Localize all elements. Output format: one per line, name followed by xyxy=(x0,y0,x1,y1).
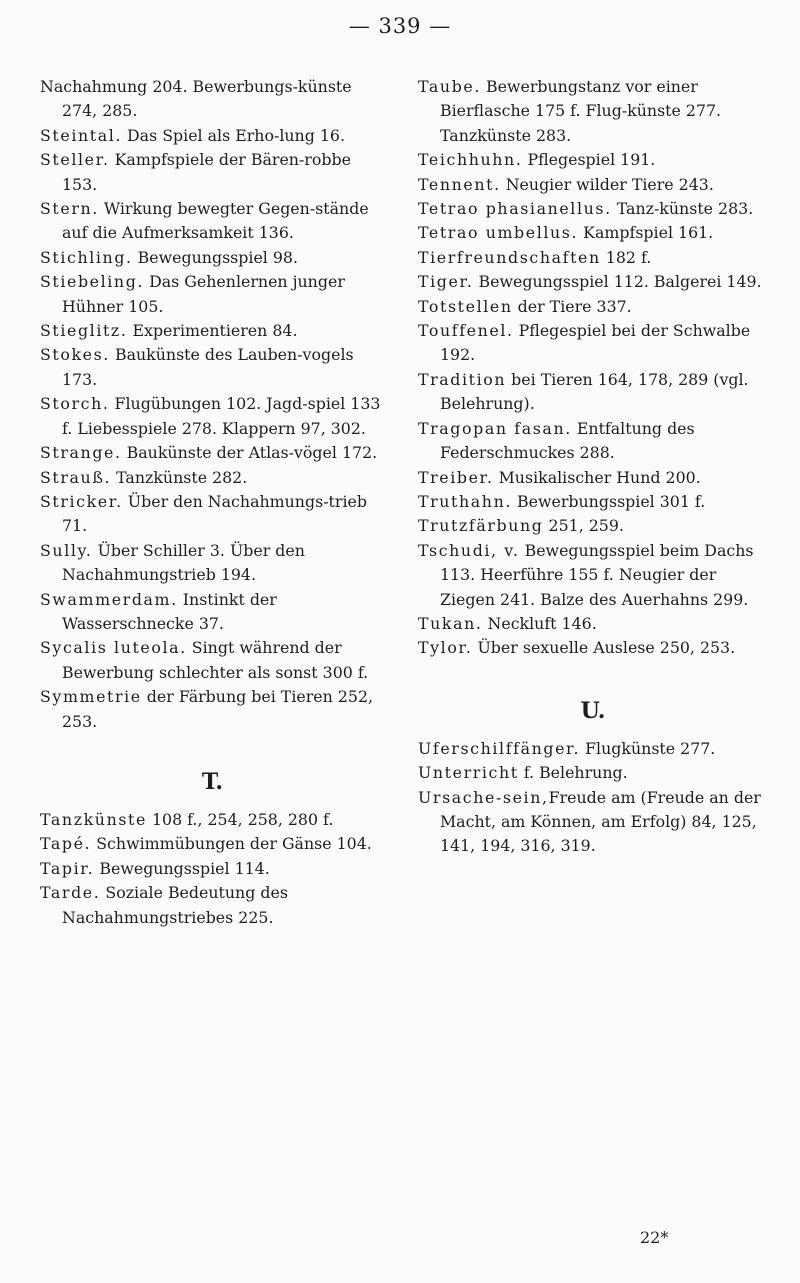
index-term: Steintal. xyxy=(40,125,122,145)
index-references: Bewerbungstanz vor einer Bierflasche 175 f. Flug-künste 277. Tanzkünste 283. xyxy=(440,77,722,145)
index-term: Trutzfärbung xyxy=(418,516,544,536)
index-term: Tylor. xyxy=(418,638,473,658)
index-references: Baukünste der Atlas-vögel 172. xyxy=(121,443,378,463)
index-term: Treiber. xyxy=(418,467,494,487)
index-term: Stichling. xyxy=(40,247,133,267)
index-entry xyxy=(40,539,385,588)
index-entry xyxy=(40,685,385,734)
index-term: Stern. xyxy=(40,199,99,219)
index-term: Swammerdam. xyxy=(40,589,178,609)
index-references: Pflegespiel 191. xyxy=(522,150,656,170)
index-references: Wirkung bewegter Gegen-stände auf die Aufmerksamkeit 136. xyxy=(62,199,369,243)
index-references: Flugübungen 102. Jagd-spiel 133 f. Liebesspiele 278. Klappern 97, 302. xyxy=(62,394,381,438)
index-entry xyxy=(418,246,768,270)
index-entry xyxy=(418,761,768,785)
index-term: Stieglitz. xyxy=(40,321,128,341)
index-entry xyxy=(418,319,768,368)
index-references: 182 f. xyxy=(600,247,652,267)
index-entry xyxy=(418,539,768,612)
right-entries-bottom xyxy=(418,737,768,859)
index-references: 108 f., 254, 258, 280 f. xyxy=(146,809,334,829)
index-entry xyxy=(418,295,768,319)
index-term: Truthahn. xyxy=(418,491,512,511)
right-entries-top xyxy=(418,75,768,661)
index-entry xyxy=(418,270,768,294)
index-term: Unterricht xyxy=(418,763,519,783)
index-term: Strange. xyxy=(40,443,122,463)
index-references: Flugkünste 277. xyxy=(580,738,716,758)
index-entry xyxy=(40,319,385,343)
index-references: Singt während der Bewerbung schlechter als sonst 300 f. xyxy=(62,638,369,682)
index-term: Tiger. xyxy=(418,272,474,292)
index-entry xyxy=(40,75,385,124)
index-term: Stricker. xyxy=(40,491,123,511)
left-column xyxy=(40,75,385,930)
index-references: Soziale Bedeutung des Nachahmungstriebes 225. xyxy=(62,883,288,927)
index-references: Bewegungsspiel 98. xyxy=(132,247,298,267)
index-term: Tarde. xyxy=(40,883,101,903)
index-references: Entfaltung des Federschmuckes 288. xyxy=(440,418,695,463)
index-references: Tanzkünste 282. xyxy=(111,467,248,487)
index-term: Teichhuhn. xyxy=(418,150,523,170)
index-entry xyxy=(40,124,385,148)
index-term: Totstellen xyxy=(418,296,513,316)
index-references: Experimentieren 84. xyxy=(127,321,298,341)
index-entry xyxy=(418,368,768,417)
index-references: Musikalischer Hund 200. xyxy=(493,467,701,487)
index-entry xyxy=(40,466,385,490)
index-references: f. Belehrung. xyxy=(518,763,628,783)
index-term: Stiebeling. xyxy=(40,272,145,292)
index-term: Uferschilffänger. xyxy=(418,738,581,758)
index-term: Symmetrie xyxy=(40,687,142,707)
index-term: Storch. xyxy=(40,394,110,414)
index-references: Das Spiel als Erho-lung 16. xyxy=(121,125,345,145)
index-entry xyxy=(418,514,768,538)
index-term: Sully. xyxy=(40,540,93,560)
section-letter-u: U. xyxy=(580,697,606,724)
index-term: Tierfreundschaften xyxy=(418,247,601,267)
index-entry xyxy=(418,148,768,172)
index-references: Instinkt der Wasserschnecke 37. xyxy=(62,589,277,633)
index-entry xyxy=(418,636,768,660)
index-term: Tragopan fasan. xyxy=(418,418,572,438)
index-entry xyxy=(40,246,385,270)
index-entry xyxy=(40,392,385,441)
index-references: der Färbung bei Tieren 252, 253. xyxy=(62,687,374,731)
index-entry xyxy=(40,148,385,197)
index-entry xyxy=(418,221,768,245)
index-term: Touffenel. xyxy=(418,321,514,341)
index-references: Tanz-künste 283. xyxy=(611,199,754,219)
index-entry xyxy=(40,636,385,685)
page-number: — 339 — xyxy=(348,14,452,38)
index-references: Nachahmung 204. Bewerbungs-künste 274, 285. xyxy=(40,77,352,121)
index-entry xyxy=(40,343,385,392)
index-entry xyxy=(40,441,385,465)
index-term: Tukan. xyxy=(418,613,483,633)
index-term: Steller. xyxy=(40,150,110,170)
section-letter-t: T. xyxy=(201,768,224,795)
index-entry xyxy=(40,197,385,246)
index-entry xyxy=(418,490,768,514)
index-term: Taube. xyxy=(418,77,481,96)
index-entry xyxy=(418,737,768,761)
index-references: Über den Nachahmungs-trieb 71. xyxy=(62,491,367,536)
index-entry xyxy=(40,857,385,881)
left-entries-top xyxy=(40,75,385,734)
index-references: Freude am (Freude an der Macht, am Können, am Erfolg) 84, 125, 141, 194, 316, 319. xyxy=(440,787,761,856)
index-references: Bewegungsspiel beim Dachs 113. Heerführe 155 f. Neugier der Ziegen 241. Balze des Auerhahns 299. xyxy=(440,540,754,609)
index-references: Neugier wilder Tiere 243. xyxy=(500,174,714,194)
index-entry xyxy=(418,417,768,466)
index-references: Bewegungsspiel 114. xyxy=(94,858,270,878)
index-references: der Tiere 337. xyxy=(512,296,632,316)
index-entry xyxy=(40,808,385,832)
index-term: Tradition xyxy=(418,369,507,389)
index-term: Ursache-sein, xyxy=(418,787,549,807)
printer-signature: 22* xyxy=(640,1228,669,1247)
left-entries-bottom xyxy=(40,808,385,930)
index-references: Neckluft 146. xyxy=(482,613,597,633)
index-entry xyxy=(40,270,385,319)
index-entry xyxy=(418,197,768,221)
index-references: Kampfspiele der Bären-robbe 153. xyxy=(62,150,351,194)
index-entry xyxy=(40,588,385,637)
index-entry xyxy=(40,490,385,539)
index-entry xyxy=(40,832,385,856)
index-entry xyxy=(418,75,768,148)
index-references: 251, 259. xyxy=(543,516,624,536)
index-references: bei Tieren 164, 178, 289 (vgl. Belehrung). xyxy=(440,369,749,414)
index-term: Tapir. xyxy=(40,858,95,878)
index-entry xyxy=(418,612,768,636)
index-references: Pflegespiel bei der Schwalbe 192. xyxy=(440,321,751,365)
index-term: Stokes. xyxy=(40,345,110,365)
index-entry xyxy=(40,881,385,930)
index-references: Bewegungsspiel 112. Balgerei 149. xyxy=(473,272,762,292)
index-term: Tetrao phasianellus. xyxy=(418,199,612,219)
index-term: Tschudi, v. xyxy=(418,540,520,560)
index-references: Baukünste des Lauben-vogels 173. xyxy=(62,345,354,389)
index-entry xyxy=(418,466,768,490)
index-references: Kampfspiel 161. xyxy=(578,223,714,243)
index-entry xyxy=(418,173,768,197)
index-references: Über sexuelle Auslese 250, 253. xyxy=(472,638,736,658)
index-term: Tennent. xyxy=(418,174,501,194)
index-references: Schwimmübungen der Gänse 104. xyxy=(91,834,372,854)
index-references: Das Gehenlernen junger Hühner 105. xyxy=(62,272,345,316)
index-entry xyxy=(418,786,768,859)
index-references: Bewerbungsspiel 301 f. xyxy=(511,491,706,511)
index-references: Über Schiller 3. Über den Nachahmungstrieb 194. xyxy=(62,540,305,585)
index-term: Strauß. xyxy=(40,467,112,487)
index-term: Tetrao umbellus. xyxy=(418,223,579,243)
index-term: Sycalis luteola. xyxy=(40,638,187,658)
right-column xyxy=(418,75,768,859)
index-term: Tanzkünste xyxy=(40,809,147,829)
index-term: Tapé. xyxy=(40,834,92,854)
